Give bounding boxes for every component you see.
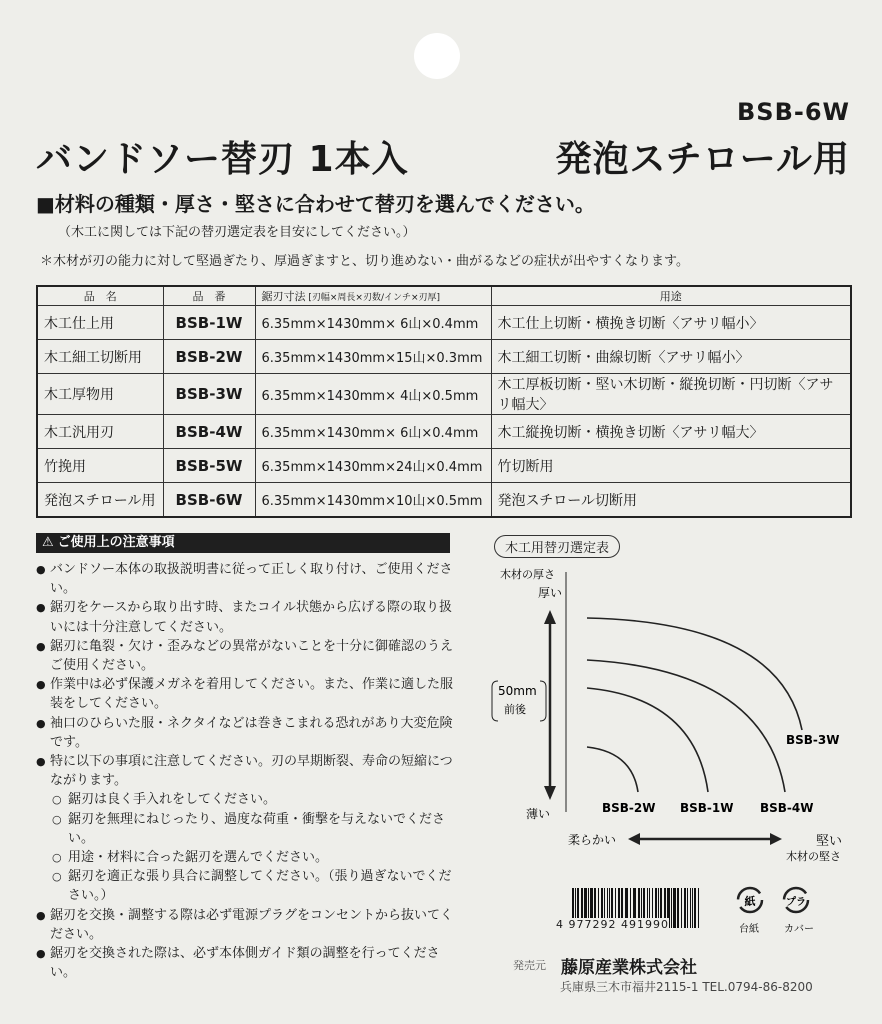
seller-label: 発売元	[513, 959, 546, 972]
curve-label-bsb-4w: BSB-4W	[760, 801, 814, 815]
dimension-cell: 6.35mm×1430mm×15山×0.3mm	[255, 340, 491, 374]
caution-item: ● 鋸刃をケースから取り出す時、またコイル状態から広げる際の取り扱いには十分注意してください。	[36, 598, 456, 636]
product-name-cell: 木工厚物用	[37, 374, 163, 415]
seller-name: 藤原産業株式会社	[561, 958, 697, 978]
product-code-cell: BSB-4W	[163, 415, 255, 449]
header-name: 品 名	[37, 286, 163, 306]
chart-title: 木工用替刃選定表	[494, 535, 620, 558]
curve-bsb-1w	[587, 688, 708, 792]
y-axis-bottom: 薄い	[526, 807, 551, 821]
header-use: 用途	[491, 286, 851, 306]
table-row	[37, 306, 851, 340]
product-code-cell: BSB-2W	[163, 340, 255, 374]
curve-label-bsb-2w: BSB-2W	[602, 801, 656, 815]
product-name-cell: 発泡スチロール用	[37, 483, 163, 518]
caution-item: ● バンドソー本体の取扱説明書に従って正しく取り付け、ご使用ください。	[36, 560, 456, 598]
curve-bsb-3w	[587, 618, 802, 730]
caution-list	[36, 560, 456, 982]
dimension-cell: 6.35mm×1430mm×10山×0.5mm	[255, 483, 491, 518]
caution-item: ● 作業中は必ず保護メガネを着用してください。また、作業に適した服装をしてください。	[36, 675, 456, 713]
caution-item: ● 鋸刃を交換・調整する際は必ず電源プラグをコンセントから抜いてください。	[36, 906, 456, 944]
mid-bracket-right	[540, 681, 546, 721]
product-application: 発泡スチロール用	[555, 139, 850, 180]
x-axis-right: 堅い	[816, 834, 843, 849]
caution-subitem: ○ 鋸刃は良く手入れをしてください。	[36, 790, 456, 809]
table-row	[37, 483, 851, 518]
use-cell: 発泡スチロール切断用	[491, 483, 851, 518]
use-cell: 木工仕上切断・横挽き切断〈アサリ幅小〉	[491, 306, 851, 340]
curve-label-bsb-3w: BSB-3W	[786, 733, 840, 747]
use-cell: 木工厚板切断・堅い木切断・縦挽切断・円切断〈アサリ幅大〉	[491, 374, 851, 415]
selection-warning: ＊木材が刃の能力に対して堅過ぎたり、厚過ぎますと、切り進めない・曲がるなどの症状が出やすくなります。	[40, 254, 689, 269]
warning-icon: ⚠	[42, 535, 54, 550]
y-axis-label: 木材の厚さ	[500, 568, 555, 581]
mid-label: 前後	[504, 703, 526, 716]
product-name-cell: 木工細工切断用	[37, 340, 163, 374]
plastic-recycle-icon	[784, 888, 808, 912]
barcode-bar	[694, 888, 696, 928]
dimension-cell: 6.35mm×1430mm×24山×0.4mm	[255, 449, 491, 483]
barcode-number: 4 977292 491990	[556, 918, 669, 931]
y-arrow-down	[544, 786, 556, 800]
caution-item: ● 鋸刃を交換された際は、必ず本体側ガイド類の調整を行ってください。	[36, 944, 456, 982]
paper-recycle-label: 台紙	[739, 924, 759, 935]
dimension-cell: 6.35mm×1430mm× 6山×0.4mm	[255, 415, 491, 449]
barcode-bar	[681, 888, 682, 928]
product-code-cell: BSB-5W	[163, 449, 255, 483]
table-row	[37, 340, 851, 374]
barcode-bar	[698, 888, 699, 928]
caution-heading: ⚠ ご使用上の注意事項	[36, 533, 450, 553]
header-code: 品 番	[163, 286, 255, 306]
barcode-bar	[677, 888, 679, 928]
use-cell: 木工縦挽切断・横挽き切断〈アサリ幅大〉	[491, 415, 851, 449]
blade-spec-table	[36, 285, 852, 518]
svg-text:紙: 紙	[744, 895, 756, 908]
caution-item: ● 鋸刃に亀裂・欠け・歪みなどの異常がないことを十分に御確認のうえご使用ください。	[36, 637, 456, 675]
table-row	[37, 449, 851, 483]
product-code-cell: BSB-1W	[163, 306, 255, 340]
use-cell: 木工細工切断・曲線切断〈アサリ幅小〉	[491, 340, 851, 374]
caution-item: ● 袖口のひらいた服・ネクタイなどは巻きこまれる恐れがあり大変危険です。	[36, 714, 456, 752]
x-arrow-left	[628, 833, 640, 845]
selection-note: （木工に関しては下記の替刃選定表を目安にしてください。）	[58, 225, 416, 240]
y-arrow-up	[544, 610, 556, 624]
x-axis-label: 木材の堅さ	[786, 850, 841, 863]
recycle-marks	[736, 886, 816, 936]
product-name-cell: 木工汎用刃	[37, 415, 163, 449]
seller-address: 兵庫県三木市福井2115-1 TEL.0794-86-8200	[560, 980, 813, 994]
curve-bsb-4w	[587, 660, 785, 792]
caution-item: ● 特に以下の事項に注意してください。刃の早期断裂、寿命の短縮につながります。	[36, 752, 456, 790]
y-axis-top: 厚い	[538, 586, 563, 600]
caution-subitem: ○ 鋸刃を適正な張り具合に調整してください。（張り過ぎないでください。）	[36, 867, 456, 905]
product-title: バンドソー替刃 1本入	[36, 139, 409, 180]
x-axis-left: 柔らかい	[568, 833, 617, 847]
barcode-bar	[673, 888, 676, 928]
product-name-cell: 竹挽用	[37, 449, 163, 483]
product-name-cell: 木工仕上用	[37, 306, 163, 340]
product-code-cell: BSB-3W	[163, 374, 255, 415]
x-arrow-right	[770, 833, 782, 845]
barcode-bar	[684, 888, 686, 928]
table-header-row	[37, 286, 851, 306]
paper-recycle-icon	[738, 888, 762, 912]
product-code: BSB-6W	[736, 98, 850, 126]
barcode-bar	[687, 888, 688, 928]
curve-bsb-2w	[587, 747, 638, 792]
selection-lead: ■材料の種類・厚さ・堅さに合わせて替刃を選んでください。	[36, 192, 595, 216]
use-cell: 竹切断用	[491, 449, 851, 483]
barcode-bar	[690, 888, 691, 928]
table-row	[37, 374, 851, 415]
barcode-bar	[692, 888, 693, 928]
plastic-recycle-label: カバー	[784, 924, 814, 935]
header-dimensions: 鋸刃寸法 [刃幅×周長×刃数/インチ×刃厚]	[255, 286, 491, 306]
caution-subitem: ○ 用途・材料に合った鋸刃を選んでください。	[36, 848, 456, 867]
hang-hole	[414, 33, 460, 79]
curve-label-bsb-1w: BSB-1W	[680, 801, 734, 815]
dimension-cell: 6.35mm×1430mm× 4山×0.5mm	[255, 374, 491, 415]
product-code-cell: BSB-6W	[163, 483, 255, 518]
svg-text:プラ: プラ	[786, 897, 806, 908]
barcode-bar	[671, 888, 672, 928]
mid-value: 50mm	[498, 684, 537, 698]
caution-subitem: ○ 鋸刃を無理にねじったり、過度な荷重・衝撃を与えないでください。	[36, 810, 456, 848]
table-row	[37, 415, 851, 449]
dimension-cell: 6.35mm×1430mm× 6山×0.4mm	[255, 306, 491, 340]
blade-selection-chart	[480, 560, 860, 870]
